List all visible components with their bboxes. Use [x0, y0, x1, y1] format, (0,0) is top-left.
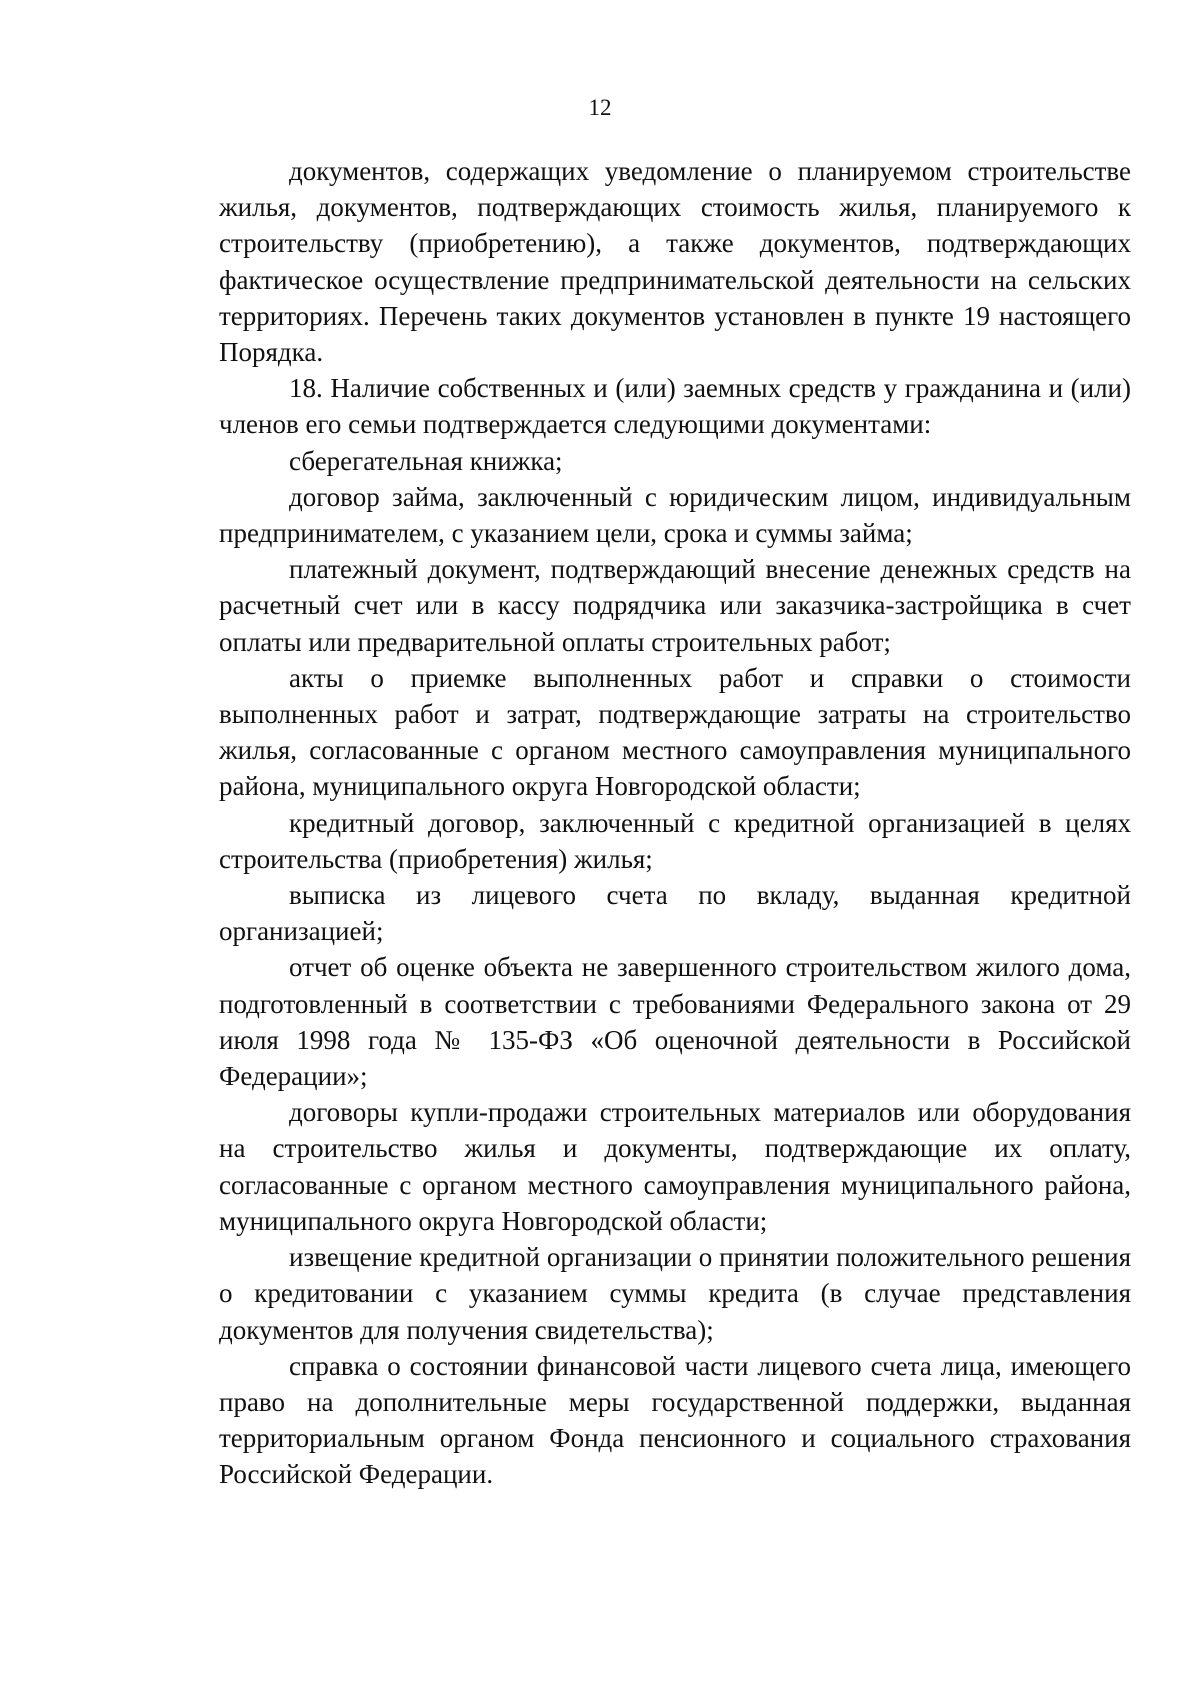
list-item-pension-fund-certificate: справка о состоянии финансовой части лицевого счета лица, имеющего право на дополнительные меры государственной поддержки, выданная территориальным органом Фонда пенсионного и социального страхования Российской Федерации. [219, 1350, 1131, 1490]
list-item-loan-agreement: договор займа, заключенный с юридическим лицом, индивидуальным предпринимателем, с указанием цели, срока и суммы займа; [219, 481, 1131, 549]
list-item-purchase-contracts: договоры купли-продажи строительных материалов или оборудования на строительство жилья и документы, подтверждающие их оплату, согласованные с органом местного самоуправления муниципального района, муниципального округа Новгородской области; [219, 1097, 1131, 1236]
document-body [219, 153, 1131, 1493]
page-number: 12 [588, 95, 612, 120]
list-item-acceptance-acts: акты о приемке выполненных работ и справки о стоимости выполненных работ и затрат, подтверждающие затраты на строительство жилья, согласованные с органом местного самоуправления муниципального района, муниципального округа Новгородской области; [219, 662, 1131, 802]
list-item-account-statement: выписка из лицевого счета по вкладу, выданная кредитной организацией; [219, 880, 1131, 947]
list-item-valuation-report: отчет об оценке объекта не завершенного строительством жилого дома, подготовленный в соответствии с требованиями Федерального закона от 29 июля 1998 года № 135-ФЗ «Об оценочной деятельности в Российской Федерации»; [219, 952, 1131, 1092]
paragraph-item-18: 18. Наличие собственных и (или) заемных средств у гражданина и (или) членов его семьи подтверждается следующими документами: [219, 373, 1131, 440]
list-item-credit-agreement: кредитный договор, заключенный с кредитной организацией в целях строительства (приобретения) жилья; [219, 807, 1131, 874]
list-item-payment-document: платежный документ, подтверждающий внесение денежных средств на расчетный счет или в кассу подрядчика или заказчика-застройщика в счет оплаты или предварительной оплаты строительных работ; [219, 554, 1131, 657]
paragraph-continuation: документов, содержащих уведомление о планируемом строительстве жилья, документов, подтверждающих стоимость жилья, планируемого к строительству (приобретению), а также документов, подтверждающих фактическое осуществление предпринимательской деятельности на сельских территориях. Перечень таких документов установлен в пункте 19 настоящего Порядка. [219, 156, 1131, 368]
list-item-savings-book: сберегательная книжка; [289, 445, 563, 476]
list-item-credit-notice: извещение кредитной организации о принятии положительного решения о кредитовании с указанием суммы кредита (в случае представления документов для получения свидетельства); [219, 1242, 1131, 1345]
